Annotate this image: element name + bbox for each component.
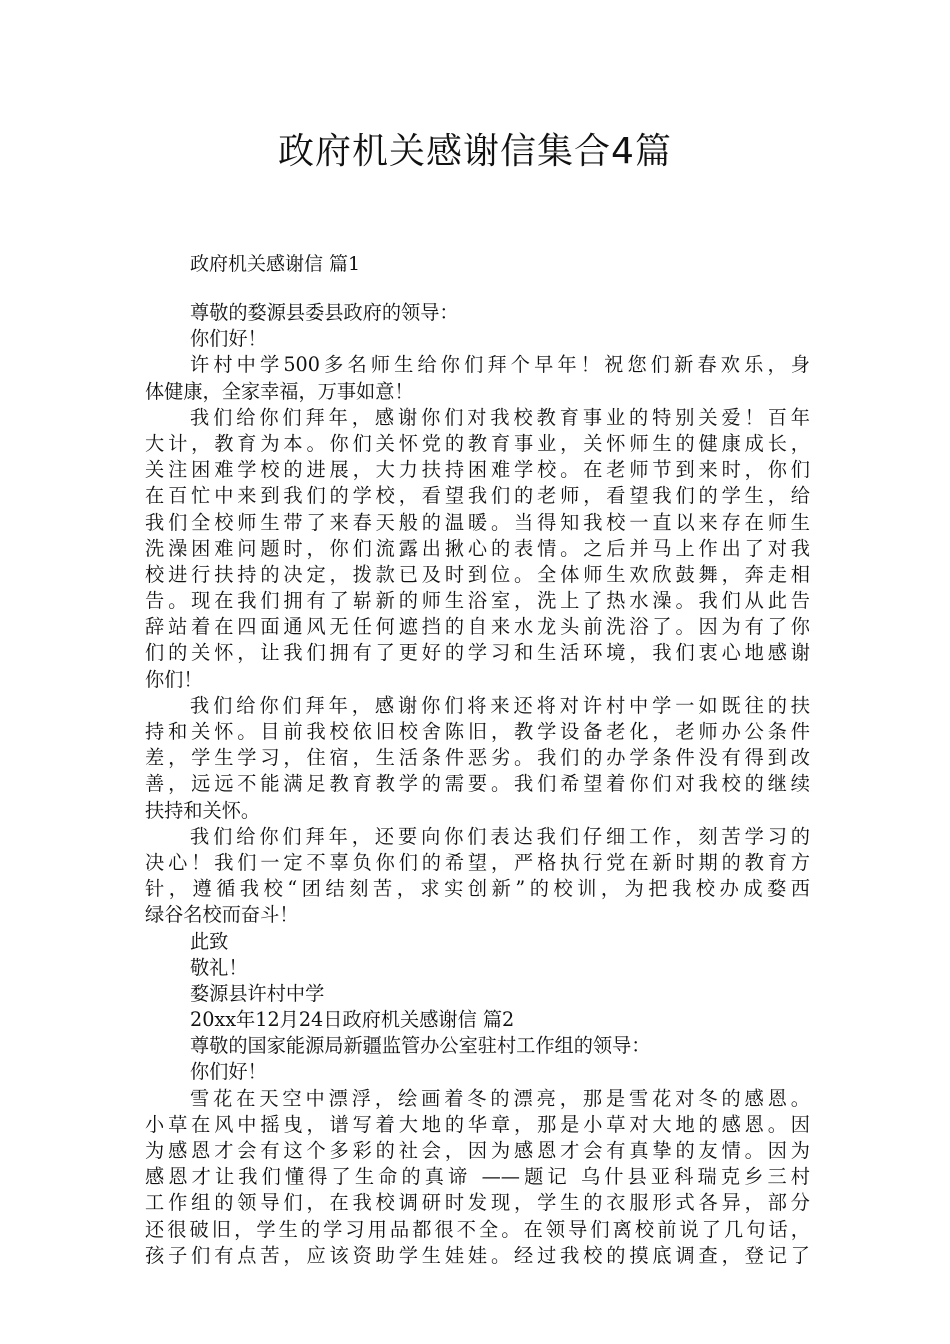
- text-line: 针，遵循我校“团结刻苦，求实创新”的校训，为把我校办成婺西: [145, 877, 810, 901]
- text-line: 雪花在天空中漂浮，绘画着冬的漂亮，那是雪花对冬的感恩。: [190, 1086, 810, 1110]
- text-line: 此致: [190, 929, 229, 953]
- text-line: 绿谷名校而奋斗！: [145, 903, 299, 927]
- document-body: [145, 300, 810, 1269]
- text-line: 小草在风中摇曳，谱写着大地的华章，那是小草对大地的感恩。因: [145, 1112, 810, 1136]
- text-line: 你们！: [145, 667, 203, 691]
- text-line: 工作组的领导们，在我校调研时发现，学生的衣服形式各异，部分: [145, 1191, 810, 1215]
- text-line: 辞站着在四面通风无任何遮挡的自来水龙头前洗浴了。因为有了你: [145, 615, 810, 639]
- text-line: 善，远远不能满足教育教学的需要。我们希望着你们对我校的继续: [145, 772, 810, 796]
- text-line: 校进行扶持的决定，拨款已及时到位。全体师生欢欣鼓舞，奔走相: [145, 562, 810, 586]
- text-line: 你们好！: [190, 327, 267, 351]
- section-heading: 政府机关感谢信 篇1: [190, 253, 361, 275]
- text-line: 决心！我们一定不辜负你们的希望，严格执行党在新时期的教育方: [145, 850, 810, 874]
- text-line: 孩子们有点苦，应该资助学生娃娃。经过我校的摸底调查，登记了: [145, 1243, 810, 1267]
- text-line: 你们好！: [190, 1060, 267, 1084]
- text-line: 们的关怀，让我们拥有了更好的学习和生活环境，我们衷心地感谢: [145, 641, 810, 665]
- text-line: 尊敬的婺源县委县政府的领导：: [190, 301, 459, 324]
- text-line: 敬礼！: [190, 955, 248, 979]
- text-line: 差，学生学习，住宿，生活条件恶劣。我们的办学条件没有得到改: [145, 746, 810, 770]
- text-line: 体健康，全家幸福，万事如意！: [145, 379, 414, 403]
- text-line: 大计，教育为本。你们关怀党的教育事业，关怀师生的健康成长，: [145, 431, 810, 455]
- text-line: 我们给你们拜年，还要向你们表达我们仔细工作，刻苦学习的: [190, 824, 810, 848]
- text-line: 洗澡困难问题时，你们流露出揪心的表情。之后并马上作出了对我: [145, 536, 810, 560]
- text-line: 尊敬的国家能源局新疆监管办公室驻村工作组的领导：: [190, 1034, 651, 1058]
- text-line: 还很破旧，学生的学习用品都很不全。在领导们离校前说了几句话，: [145, 1217, 810, 1241]
- text-line: 为感恩才会有这个多彩的社会，因为感恩才会有真挚的友情。因为: [145, 1139, 810, 1162]
- text-line: 感恩才让我们懂得了生命的真谛 ——题记 乌什县亚科瑞克乡三村: [145, 1165, 810, 1189]
- text-line: 告。现在我们拥有了崭新的师生浴室，洗上了热水澡。我们从此告: [145, 589, 810, 613]
- text-line: 我们全校师生带了来春天般的温暖。当得知我校一直以来存在师生: [145, 510, 810, 534]
- text-line: 关注困难学校的进展，大力扶持困难学校。在老师节到来时，你们: [145, 458, 810, 482]
- text-line: 20xx年12月24日政府机关感谢信 篇2: [190, 1008, 515, 1032]
- text-line: 扶持和关怀。: [145, 798, 261, 822]
- text-line: 婺源县许村中学: [190, 981, 325, 1005]
- text-line: 我们给你们拜年，感谢你们将来还将对许村中学一如既往的扶: [190, 693, 810, 717]
- text-line: 我们给你们拜年，感谢你们对我校教育事业的特别关爱！百年: [190, 405, 810, 429]
- text-line: 许村中学500多名师生给你们拜个早年！祝您们新春欢乐，身: [190, 353, 810, 377]
- document-title: 政府机关感谢信集合4篇: [278, 131, 672, 172]
- text-line: 持和关怀。目前我校依旧校舍陈旧，教学设备老化，老师办公条件: [145, 720, 810, 743]
- text-line: 在百忙中来到我们的学校，看望我们的老师，看望我们的学生，给: [145, 484, 810, 508]
